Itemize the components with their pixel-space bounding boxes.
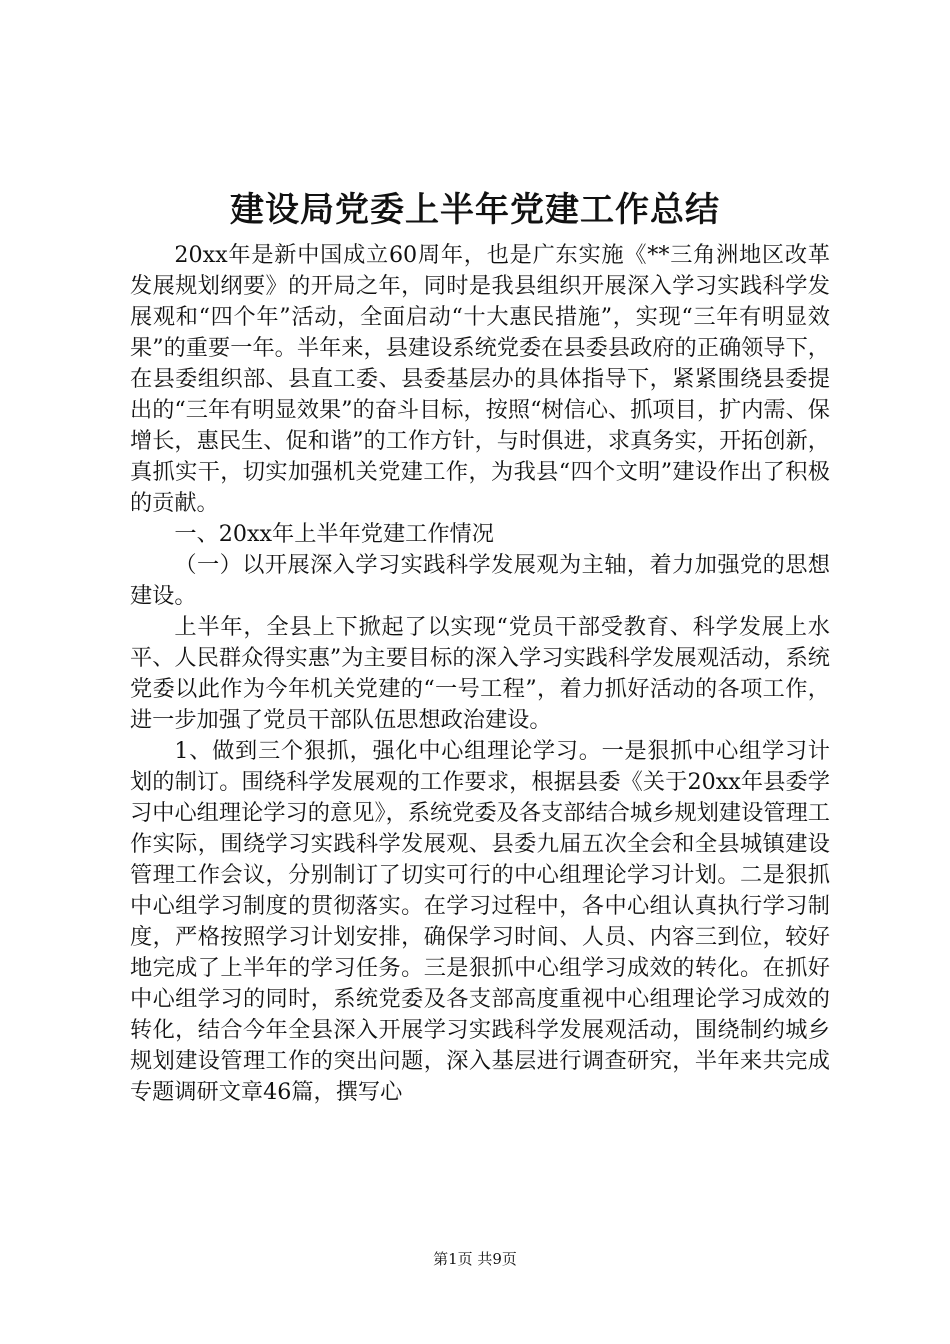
subsection-heading-1: （一）以开展深入学习实践科学发展观为主轴，着力加强党的思想建设。 xyxy=(130,552,830,609)
paragraph-subsection-1: 上半年，全县上下掀起了以实现“党员干部受教育、科学发展上水平、人民群众得实惠”为主要目标的深入学习实践科学发展观活动，系统党委以此作为今年机关党建的“一号工程”，着力抓好活动的各项工作，进一步加强了党员干部队伍思想政治建设。 xyxy=(130,614,830,733)
section-heading-1: 一、20xx年上半年党建工作情况 xyxy=(174,521,494,547)
paragraph-item-1: 1、做到三个狠抓，强化中心组理论学习。一是狠抓中心组学习计划的制订。围绕科学发展观的工作要求，根据县委《关于20xx年县委学习中心组理论学习的意见》，系统党委及各支部结合城乡规划建设管理工作实际，围绕学习实践科学发展观、县委九届五次全会和全县城镇建设管理工作会议，分别制订了切实可行的中心组理论学习计划。二是狠抓中心组学习制度的贯彻落实。在学习过程中，各中心组认真执行学习制度，严格按照学习计划安排，确保学习时间、人员、内容三到位，较好地完成了上半年的学习任务。三是狠抓中心组学习成效的转化。在抓好中心组学习的同时，系统党委及各支部高度重视中心组理论学习成效的转化，结合今年全县深入开展学习实践科学发展观活动，围绕制约城乡规划建设管理工作的突出问题，深入基层进行调查研究，半年来共完成专题调研文章46篇，撰写心 xyxy=(130,738,830,1105)
paragraph-intro: 20xx年是新中国成立60周年，也是广东实施《**三角洲地区改革发展规划纲要》的开局之年，同时是我县组织开展深入学习实践科学发展观和“四个年”活动，全面启动“十大惠民措施”，实现“三年有明显效果”的重要一年。半年来，县建设系统党委在县委县政府的正确领导下，在县委组织部、县直工委、县委基层办的具体指导下，紧紧围绕县委提出的“三年有明显效果”的奋斗目标，按照“树信心、抓项目，扩内需、保增长，惠民生、促和谐”的工作方针，与时俱进，求真务实，开拓创新，真抓实干，切实加强机关党建工作，为我县“四个文明”建设作出了积极的贡献。 xyxy=(130,242,830,516)
document-body xyxy=(130,240,830,1108)
page-footer: 第1页 共9页 xyxy=(433,1250,517,1268)
document-title: 建设局党委上半年党建工作总结 xyxy=(230,190,720,230)
